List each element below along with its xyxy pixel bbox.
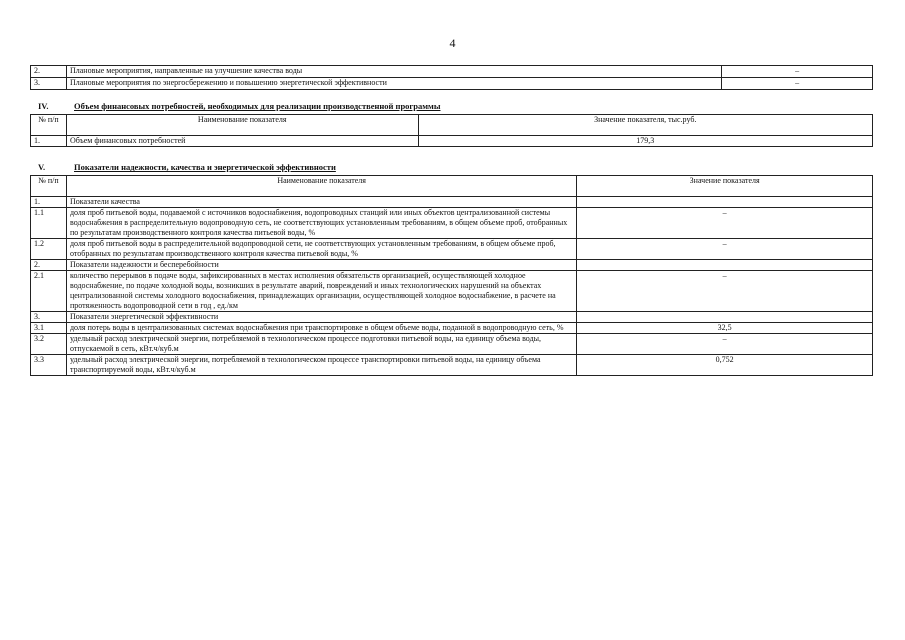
row-number: 3. [31, 78, 67, 90]
row-name: Показатели качества [66, 197, 576, 208]
table-header-row [31, 115, 873, 136]
row-value: – [722, 66, 873, 78]
row-value: – [577, 271, 873, 312]
header-name: Наименование показателя [66, 176, 576, 197]
row-number: 1.2 [31, 239, 67, 260]
row-value: – [577, 334, 873, 355]
header-value: Значение показателя [577, 176, 873, 197]
table-row [31, 208, 873, 239]
row-value: 32,5 [577, 323, 873, 334]
row-name: Плановые мероприятия, направленные на улучшение качества воды [66, 66, 721, 78]
row-value: – [577, 239, 873, 260]
section-4-number: IV. [38, 101, 49, 111]
section-5-number: V. [38, 162, 46, 172]
table-row [31, 312, 873, 323]
row-name: Показатели энергетической эффективности [66, 312, 576, 323]
row-number: 3.3 [31, 355, 67, 376]
table-row [31, 334, 873, 355]
planned-measures-table [30, 65, 873, 90]
row-number: 3.1 [31, 323, 67, 334]
table-row [31, 323, 873, 334]
row-number: 1. [31, 197, 67, 208]
row-number: 2. [31, 260, 67, 271]
row-number: 1.1 [31, 208, 67, 239]
row-value [577, 312, 873, 323]
row-name: Объем финансовых потребностей [66, 136, 418, 147]
table-row [31, 66, 873, 78]
section-4-heading: Объем финансовых потребностей, необходимых для реализации производственной программы [74, 101, 441, 111]
section-5-title [38, 162, 336, 172]
header-number: № п/п [31, 176, 67, 197]
row-value: 0,752 [577, 355, 873, 376]
row-number: 1. [31, 136, 67, 147]
row-number: 3. [31, 312, 67, 323]
table-row [31, 260, 873, 271]
financial-needs-table [30, 114, 873, 147]
page-number: 4 [449, 36, 456, 50]
header-name: Наименование показателя [66, 115, 418, 136]
row-name: удельный расход электрической энергии, потребляемой в технологическом процессе подготовки питьевой воды, на единицу объема воды, отпускаемой в сеть, кВт.ч/куб.м [66, 334, 576, 355]
row-number: 2. [31, 66, 67, 78]
table-row [31, 197, 873, 208]
row-name: доля проб питьевой воды в распределительной водопроводной сети, не соответствующих установленным требованиям, в общем объеме проб, отобранных по результатам производственного контроля качества питьевой воды, % [66, 239, 576, 260]
table-row [31, 78, 873, 90]
section-5-heading: Показатели надежности, качества и энергетической эффективности [74, 162, 336, 172]
table-row [31, 239, 873, 260]
indicators-table [30, 175, 873, 376]
row-number: 2.1 [31, 271, 67, 312]
header-number: № п/п [31, 115, 67, 136]
table-row [31, 271, 873, 312]
row-value: – [722, 78, 873, 90]
row-name: удельный расход электрической энергии, потребляемой в технологическом процессе транспортировки питьевой воды, на единицу объема транспортируемой воды, кВт.ч/куб.м [66, 355, 576, 376]
row-number: 3.2 [31, 334, 67, 355]
row-name: доля потерь воды в централизованных системах водоснабжения при транспортировке в общем объеме воды, поданной в водопроводную сеть, % [66, 323, 576, 334]
row-name: доля проб питьевой воды, подаваемой с источников водоснабжения, водопроводных станций или иных объектов централизованной системы водоснабжения в распределительную водопроводную сеть, не соответствующих установленным требованиям, в общем объеме проб, отобранных по результатам производственного контроля качества питьевой воды, % [66, 208, 576, 239]
row-value: 179,3 [418, 136, 872, 147]
table-row [31, 136, 873, 147]
row-value [577, 260, 873, 271]
row-name: количество перерывов в подаче воды, зафиксированных в местах исполнения обязательств организацией, осуществляющей холодное водоснабжение, по подаче холодной воды, возникших в результате аварий, повреждений и иных технологических нарушений на объектах централизованной системы холодного водоснабжения, принадлежащих организации, осуществляющей холодное водоснабжение, в расчете на протяженность водопроводной сети в год , ед./км [66, 271, 576, 312]
row-name: Плановые мероприятия по энергосбережению и повышению энергетической эффективности [66, 78, 721, 90]
row-value: – [577, 208, 873, 239]
section-4-title [38, 101, 440, 111]
row-name: Показатели надежности и бесперебойности [66, 260, 576, 271]
row-value [577, 197, 873, 208]
header-value: Значение показателя, тыс.руб. [418, 115, 872, 136]
table-header-row [31, 176, 873, 197]
table-row [31, 355, 873, 376]
